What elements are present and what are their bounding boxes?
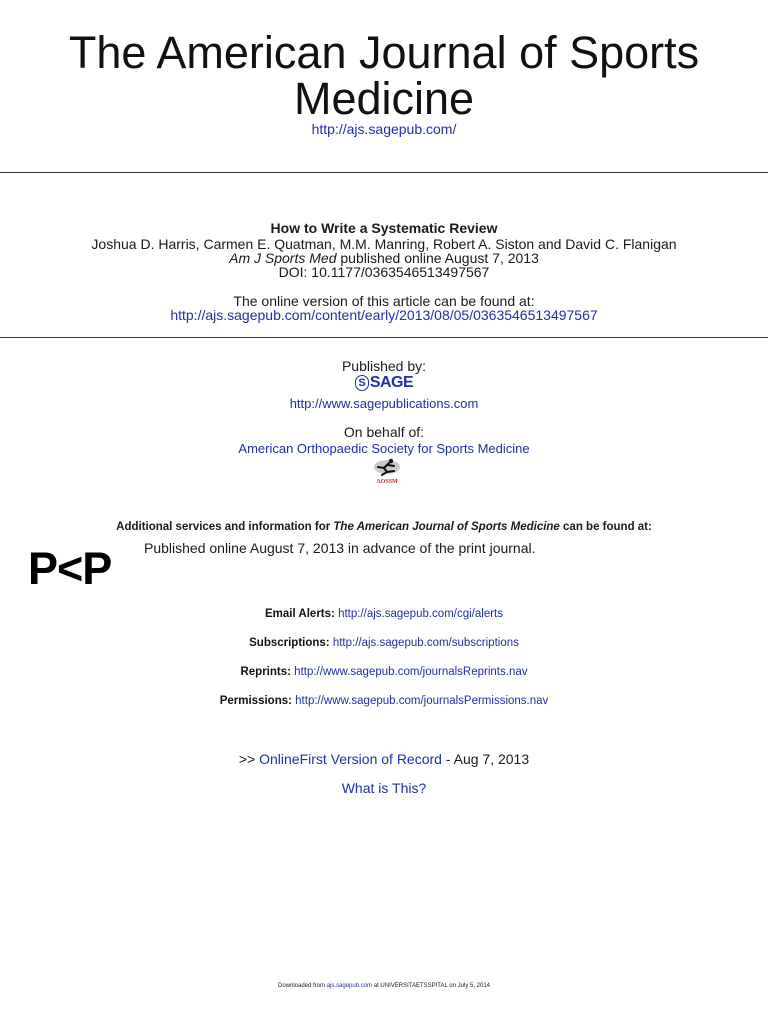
service-row-reprints: [0, 666, 768, 678]
article-title: How to Write a Systematic Review: [270, 220, 498, 236]
sage-s-icon: S: [355, 375, 369, 391]
footer-post: at UNIVERSITAETSSPITAL on July 5, 2014: [372, 983, 490, 989]
sage-logo-text: SAGE: [369, 374, 414, 391]
journal-abbrev: Am J Sports Med: [229, 250, 337, 266]
service-label: Reprints:: [240, 666, 291, 678]
service-row-email-alerts: [0, 608, 768, 620]
reprints-link[interactable]: http://www.sagepub.com/journalsReprints.nav: [294, 666, 528, 678]
article-doi: DOI: 10.1177/0363546513497567: [278, 264, 490, 280]
version-prefix: >>: [238, 751, 260, 767]
footer-site-link[interactable]: ajs.sagepub.com: [326, 983, 373, 989]
sage-logo[interactable]: [0, 374, 768, 392]
article-authors: Joshua D. Harris, Carmen E. Quatman, M.M. Manring, Robert A. Siston and David C. Flanigan: [91, 236, 677, 252]
published-by-label: Published by:: [341, 358, 427, 374]
published-online-note: Published online August 7, 2013 in advance of the print journal.: [144, 540, 536, 556]
aossm-logo[interactable]: [367, 456, 407, 486]
download-footer: [0, 983, 768, 989]
pep-badge: P<P: [28, 543, 112, 594]
divider-bottom: [0, 337, 768, 338]
email-alerts-link[interactable]: http://ajs.sagepub.com/cgi/alerts: [338, 608, 503, 620]
service-row-permissions: [0, 695, 768, 707]
onlinefirst-version-row: [0, 751, 768, 767]
aossm-text: AOSSM: [376, 479, 398, 485]
service-label: Subscriptions:: [249, 637, 330, 649]
service-label: Email Alerts:: [264, 608, 335, 620]
on-behalf-label: On behalf of:: [343, 424, 425, 440]
permissions-link[interactable]: http://www.sagepub.com/journalsPermissions.nav: [295, 695, 549, 707]
additional-services-heading: [0, 521, 768, 533]
subscriptions-link[interactable]: http://ajs.sagepub.com/subscriptions: [332, 637, 519, 649]
society-link[interactable]: American Orthopaedic Society for Sports Medicine: [238, 441, 530, 456]
footer-pre: Downloaded from: [277, 983, 327, 989]
article-url-link[interactable]: http://ajs.sagepub.com/content/early/2013/08/05/0363546513497567: [170, 307, 598, 323]
published-note: published online August 7, 2013: [336, 250, 539, 266]
service-row-subscriptions: [0, 637, 768, 649]
journal-url-link[interactable]: http://ajs.sagepub.com/: [311, 121, 457, 137]
journal-title: The American Journal of Sports Medicine: [68, 27, 700, 124]
onlinefirst-link[interactable]: OnlineFirst Version of Record: [259, 751, 442, 767]
what-is-this-link[interactable]: What is This?: [341, 780, 427, 796]
version-date: - Aug 7, 2013: [441, 751, 530, 767]
sage-url-link[interactable]: http://www.sagepublications.com: [289, 396, 479, 411]
heading-journal: The American Journal of Sports Medicine: [333, 521, 560, 533]
runner-icon: [367, 456, 407, 486]
divider-top: [0, 172, 768, 173]
heading-post: can be found at:: [559, 521, 652, 533]
service-label: Permissions:: [219, 695, 292, 707]
heading-pre: Additional services and information for: [116, 521, 334, 533]
online-version-note: The online version of this article can be found at:: [233, 293, 535, 309]
